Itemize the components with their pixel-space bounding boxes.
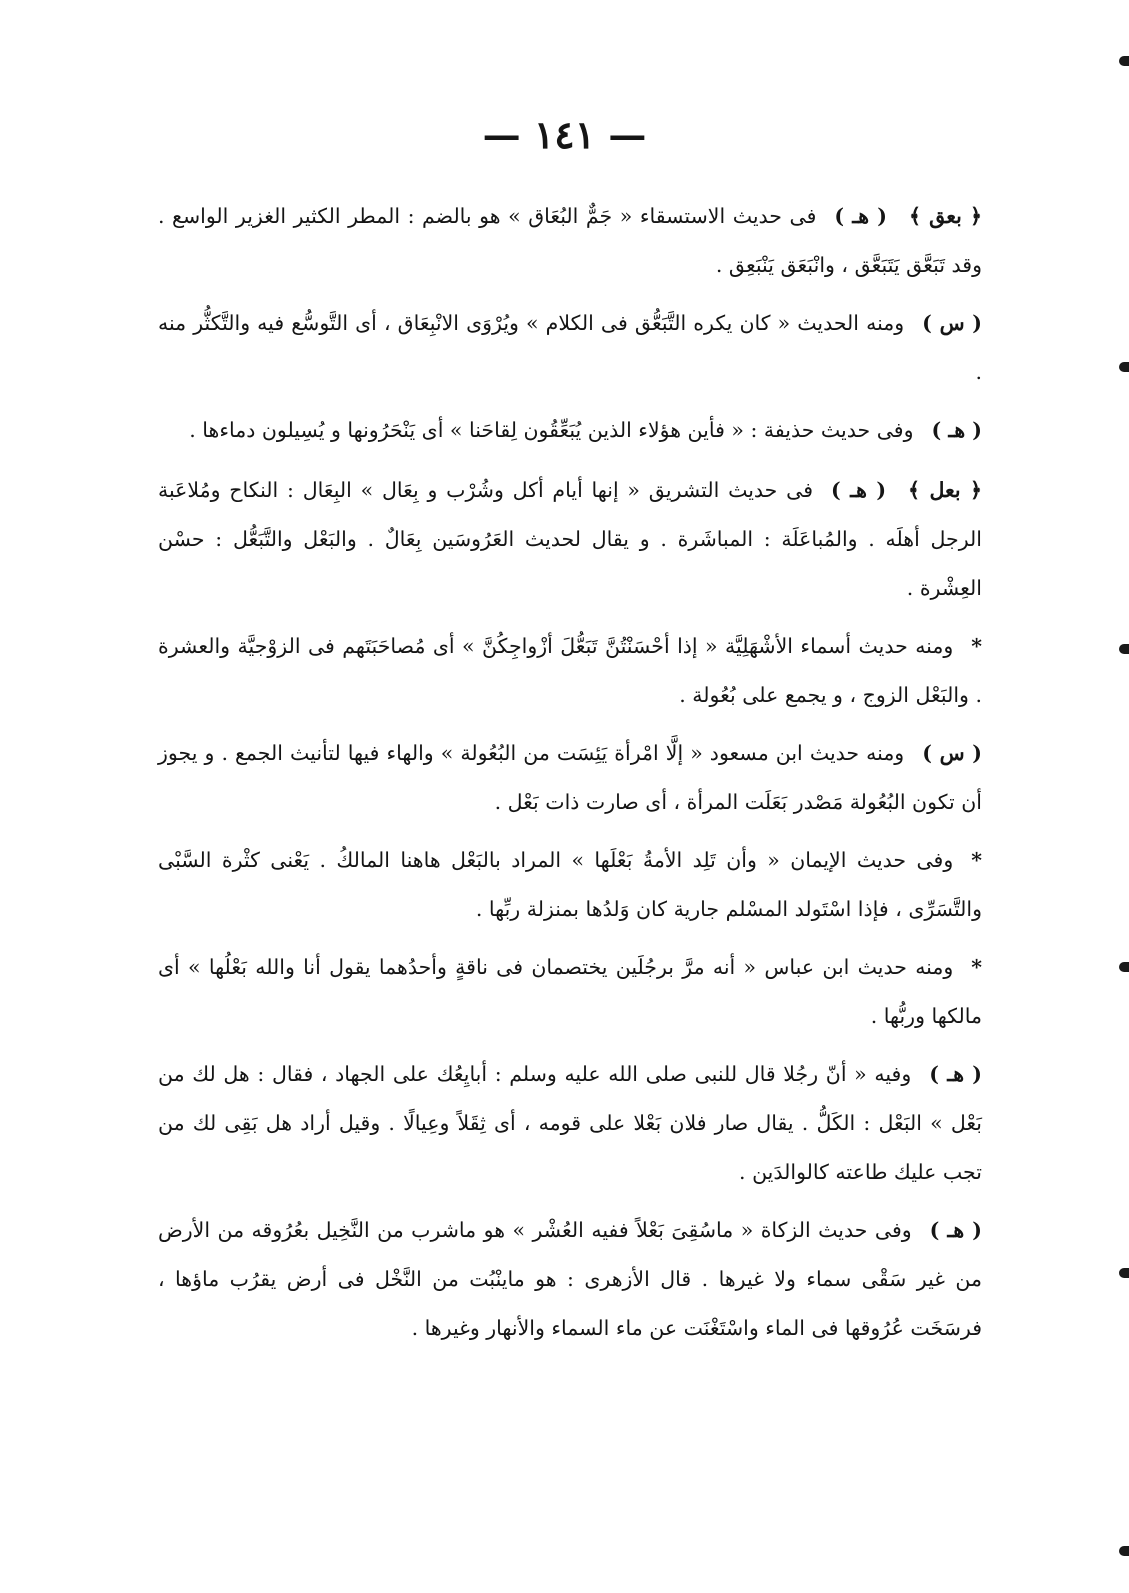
entry-text: ومنه حديث ابن عباس « أنه مرَّ برجُلَين يختصمان فى ناقةٍ وأحدُهما يقول أنا والله بَعْلُها » أى مالكها وربُّها . bbox=[158, 955, 982, 1028]
entry-text: وفى حديث الإيمان « وأن تَلِد الأمةُ بَعْلَها » المراد بالبَعْل هاهنا المالكُ . يَعْنى كثْرة السَّبْى والتَّسَرِّى ، فإذا اسْتَولد المسْلم جارية كان وَلدُها بمنزلة ربِّها . bbox=[158, 848, 982, 921]
root-word: ﴿ بعق ﴾ bbox=[908, 204, 982, 228]
star-marker: * bbox=[971, 848, 982, 872]
entry-bal-7 bbox=[158, 1206, 982, 1353]
entry-bal-1 bbox=[158, 466, 982, 613]
entry-bal-5 bbox=[158, 943, 982, 1041]
scan-edge-mark bbox=[1119, 644, 1129, 654]
entry-baq-2 bbox=[158, 299, 982, 397]
star-marker: * bbox=[971, 955, 982, 979]
scan-edge-mark bbox=[1119, 962, 1129, 972]
entry-text: وفى حديث الزكاة « ماسُقِىَ بَعْلاً ففيه العُشْر » هو ماشرب من النَّخِيل بعُرُوقه من الأرض من غير سَقْى سماء ولا غيرها . قال الأزهرى : هو ماينْبُت من النَّخْل فى أرض يقرُب ماؤها ، فرسَخَت عُرُوقها فى الماء واسْتَغْنَت عن ماء السماء والأنهار وغيرها . bbox=[158, 1218, 982, 1340]
entry-text: ومنه حديث ابن مسعود « إلَّا امْرأة يَئِسَت من البُعُولة » والهاء فيها لتأنيث الجمع . و يجوز أن تكون البُعُولة مَصْدر بَعَلَت المرأة ، أى صارت ذات بَعْل . bbox=[158, 741, 982, 814]
entry-bal-6 bbox=[158, 1050, 982, 1197]
scan-edge-mark bbox=[1119, 362, 1129, 372]
entry-baq-1 bbox=[158, 192, 982, 290]
entry-text: ومنه حديث أسماء الأشْهَلِيَّة « إذا أحْسَنْتُنَّ تَبَعُّلَ أزْواجِكُنَّ » أى مُصاحَبَتَهم فى الزوْجيَّة والعشرة . والبَعْل الزوج ، و يجمع على بُعُولة . bbox=[158, 634, 982, 707]
entry-bal-2 bbox=[158, 622, 982, 720]
source-marker: ( هـ ) bbox=[834, 204, 887, 228]
entry-bal-4 bbox=[158, 836, 982, 934]
root-word: ﴿ بعل ﴾ bbox=[908, 478, 983, 502]
source-marker: ( هـ ) bbox=[929, 1062, 982, 1086]
page-number: — ١٤١ — bbox=[482, 112, 647, 157]
entry-text: وفيه « أنّ رجُلا قال للنبى صلى الله عليه وسلم : أبايِعُك على الجهاد ، فقال : هل لك من بَعْل » البَعْل : الكَلُّ . يقال صار فلان بَعْلا على قومه ، أى ثِقَلاً وعِيالًا . وقيل أراد هل بَقِى لك من تجب عليك طاعته كالوالدَين . bbox=[158, 1062, 982, 1184]
source-marker: ( هـ ) bbox=[831, 478, 887, 502]
entry-text: فى حديث التشريق « إنها أيام أكل وشُرْب و بِعَال » البِعَال : النكاح ومُلاعَبة الرجل أهلَه . والمُباعَلَة : المباشَرة . و يقال لحديث العَرُوسَين بِعَالٌ . والبَعْل والتَّبَعُّل : حسْن العِشْرة . bbox=[158, 478, 982, 600]
entry-text: فى حديث الاستسقاء « جَمٌّ البُعَاق » هو بالضم : المطر الكثير الغزير الواسع . وقد تَبَعَّق يَتَبَعَّق ، وانْبَعَق يَنْبَعِق . bbox=[158, 204, 982, 277]
scan-edge-mark bbox=[1119, 56, 1129, 66]
star-marker: * bbox=[971, 634, 982, 658]
entry-text: ومنه الحديث « كان يكره التَّبَعُّق فى الكلام » ويُرْوَى الانْبِعَاق ، أى التَّوسُّع فيه والتَّكثُّر منه . bbox=[158, 311, 982, 384]
source-marker: ( س ) bbox=[922, 741, 982, 765]
page-body bbox=[158, 192, 982, 1362]
source-marker: ( هـ ) bbox=[929, 1218, 982, 1242]
entry-text: وفى حديث حذيفة : « فأين هؤلاء الذين يُبَعِّقُون لِقاحَنا » أى يَنْحَرُونها و يُسِيلون دماءها . bbox=[189, 418, 914, 442]
source-marker: ( هـ ) bbox=[931, 418, 982, 442]
scan-edge-mark bbox=[1119, 1268, 1129, 1278]
source-marker: ( س ) bbox=[922, 311, 982, 335]
entry-bal-3 bbox=[158, 729, 982, 827]
entry-baq-3 bbox=[158, 406, 982, 455]
scan-edge-mark bbox=[1119, 1546, 1129, 1556]
